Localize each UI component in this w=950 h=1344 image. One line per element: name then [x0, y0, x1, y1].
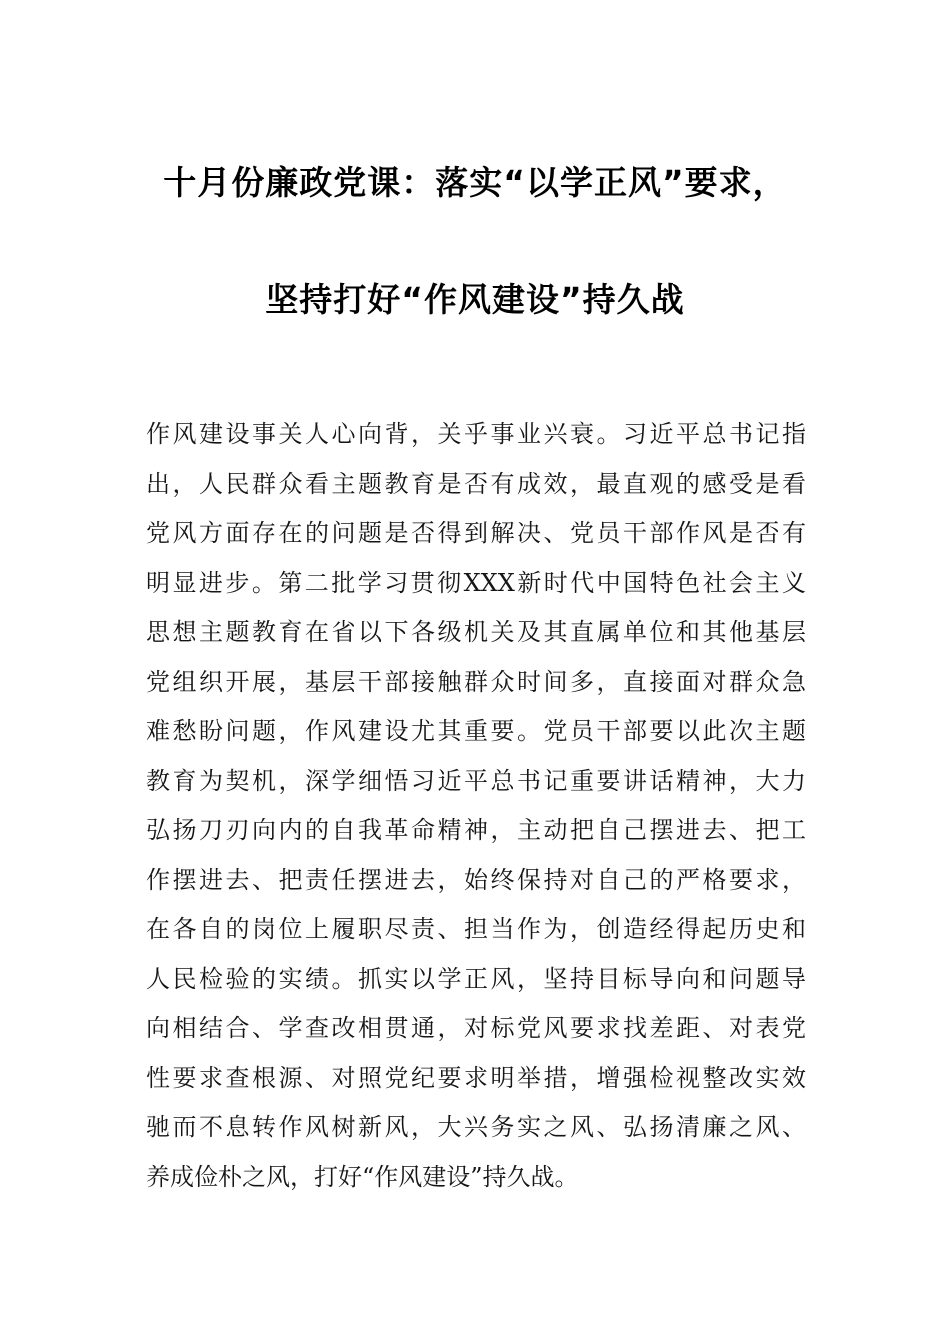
body-line: 明显进步。第二批学习贯彻XXX新时代中国特色社会主义 [146, 568, 806, 597]
body-line: 教育为契机，深学细悟习近平总书记重要讲话精神，大力 [146, 766, 806, 795]
body-line: 难愁盼问题，作风建设尤其重要。党员干部要以此次主题 [146, 717, 806, 745]
body-line: 作摆进去、把责任摆进去，始终保持对自己的严格要求， [146, 865, 806, 894]
page-title-line-1: 十月份廉政党课：落实“以学正风”要求， [163, 163, 787, 202]
body-line-last: 养成俭朴之风，打好“作风建设”持久战。 [146, 1162, 579, 1191]
body-line: 出，人民群众看主题教育是否有成效，最直观的感受是看 [146, 469, 806, 498]
body-paragraph [146, 410, 806, 1202]
body-line: 向相结合、学查改相贯通，对标党风要求找差距、对表党 [146, 1014, 806, 1042]
body-line: 党组织开展，基层干部接触群众时间多，直接面对群众急 [146, 667, 806, 696]
body-line: 驰而不息转作风树新风，大兴务实之风、弘扬清廉之风、 [146, 1113, 806, 1141]
body-line: 性要求查根源、对照党纪要求明举措，增强检视整改实效 [146, 1063, 806, 1092]
body-line: 党风方面存在的问题是否得到解决、党员干部作风是否有 [146, 519, 806, 547]
body-line: 思想主题教育在省以下各级机关及其直属单位和其他基层 [146, 618, 806, 646]
body-line: 弘扬刀刃向内的自我革命精神，主动把自己摆进去、把工 [146, 816, 806, 844]
body-line: 人民检验的实绩。抓实以学正风，坚持目标导向和问题导 [146, 964, 806, 993]
body-line: 作风建设事关人心向背，关乎事业兴衰。习近平总书记指 [146, 420, 806, 448]
body-line: 在各自的岗位上履职尽责、担当作为，创造经得起历史和 [146, 915, 806, 943]
page-title-line-2: 坚持打好“作风建设”持久战 [265, 280, 685, 319]
